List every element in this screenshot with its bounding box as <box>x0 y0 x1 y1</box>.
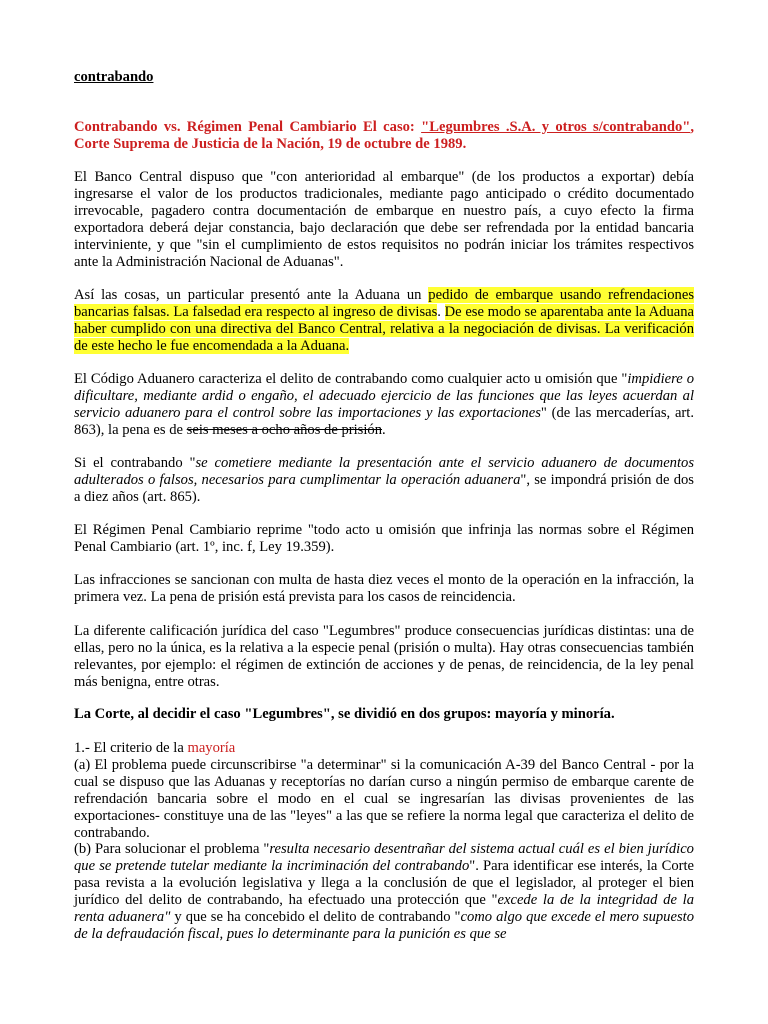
item-b-7: , pues lo determinante para la punición es que se <box>219 925 507 942</box>
section-mayoria <box>74 740 694 943</box>
p8-bold: La Corte, al decidir el caso "Legumbres", se dividió en dos grupos: mayoría y minoría. <box>74 706 615 722</box>
section-heading-a: 1.- El criterio de la <box>74 740 188 756</box>
paragraph-infracciones: Las infracciones se sancionan con multa de hasta diez veces el monto de la operación en la infracción, la primera vez. La pena de prisión está prevista para los casos de reincidencia. <box>74 572 694 605</box>
section-heading <box>74 740 694 757</box>
item-b-2: resulta necesario desentrañar del sistema actual cuál es el bien jurídico que se pretende tutelar mediante la incriminación del contrabando <box>74 841 694 875</box>
p3-strike: seis meses a ocho años de prisión <box>186 421 383 438</box>
paragraph-corte <box>74 706 694 723</box>
item-b-3: ". Para identificar ese interés, la Corte pasa revista a la evolución legislativa y llega a la conclusión de que el legislador, al proteger el bien jurídico del delito de contrabando, ha efectuado una protección que " <box>74 858 695 909</box>
paragraph-art-865 <box>74 455 694 506</box>
paragraph-regimen-penal: El Régimen Penal Cambiario reprime "todo acto u omisión que infrinja las normas sobre el Régimen Penal Cambiario (art. 1º, inc. f, Ley 19.359). <box>74 522 694 555</box>
item-b-1: (b) Para solucionar el problema " <box>74 841 270 858</box>
item-b-6: como algo que excede el mero supuesto de la defraudación fiscal <box>74 909 694 942</box>
p4-text-a: Si el contrabando " <box>74 455 196 471</box>
case-name: "Legumbres .S.A. y otros s/contrabando" <box>421 119 691 135</box>
paragraph-banco-central: El Banco Central dispuso que "con anterioridad al embarque" (de los productos a exportar) debía ingresarse el valor de los productos tradicionales, mediante pago anticipado o crédito documentado irrevocable, pagadero contra documentación de embarque en nuestro país, a cuyo efecto la firma exportadora deberá dejar constancia, bajo declaración que debe ser refrendada por la entidad bancaria interviniente, y que "sin el cumplimiento de estos requisitos no podrán iniciar los trámites respectivos ante la Administración Nacional de Aduanas". <box>74 169 694 270</box>
p3-text-a: El Código Aduanero caracteriza el delito de contrabando como cualquier acto u omisión que " <box>74 371 628 387</box>
paragraph-aduana <box>74 287 694 355</box>
p2-text-a: Así las cosas, un particular presentó ante la Aduana un <box>74 287 429 303</box>
p4-text-c: ", se impondrá prisión de dos a diez años (art. 865). <box>74 471 694 505</box>
p3-text-e: . <box>382 421 386 438</box>
document-title <box>74 69 153 86</box>
item-b-5: y que se ha concebido el delito de contrabando " <box>170 909 461 926</box>
case-heading <box>74 119 694 153</box>
case-heading-a: Contrabando vs. Régimen Penal Cambiario El caso: <box>74 119 422 135</box>
section-heading-mayoria: mayoría <box>187 740 236 756</box>
p2-highlight-2: De ese modo se aparentaba ante la Aduana haber cumplido con una directiva del Banco Central, relativa a la negociación de divisas. La verificación de este hecho le fue encomendada a la Aduana. <box>74 303 695 354</box>
paragraph-calificacion: La diferente calificación jurídica del caso "Legumbres" produce consecuencias jurídicas distintas: una de ellas, pero no la única, es la relativa a la especie penal (prisión o multa). Hay otras consecuencias también relevantes, por ejemplo: el régimen de extinción de acciones y de penas, de reincidencia, de la ley penal más benigna, entre otras. <box>74 623 694 690</box>
title-text: contrabando <box>74 69 154 85</box>
p4-quote: se cometiere mediante la presentación ante el servicio aduanero de documentos adulterados o falsos, necesarios para cumplimentar la operación aduanera <box>74 455 695 488</box>
p2-highlight-1: pedido de embarque usando refrendaciones bancarias falsas. La falsedad era respecto al ingreso de divisas <box>74 287 694 320</box>
item-b-4: excede la de la integridad de la renta aduanera" <box>74 892 695 926</box>
case-heading-c: , Corte Suprema de Justicia de la Nación, 19 de octubre de 1989. <box>74 119 695 152</box>
paragraph-codigo-aduanero <box>74 371 694 439</box>
p2-text-c: . <box>437 303 445 320</box>
item-a: (a) El problema puede circunscribirse "a determinar" si la comunicación A-39 del Banco Central - por la cual se dispuso que las Aduanas y receptorías no darían curso a ningún permiso de embarque carente de refrendación bancaria sobre el modo en el cual se ingresarían las divisas provenientes de las exportaciones- constituye una de las "leyes" a las que se refiere la norma legal que caracteriza el delito de contrabando. <box>74 756 694 841</box>
p3-text-c: " (de las mercaderías, art. 863), la pena es de <box>74 404 694 438</box>
item-b <box>74 841 694 942</box>
p3-quote: impidiere o dificultare, mediante ardid o engaño, el adecuado ejercicio de las funciones que las leyes acuerdan al servicio aduanero para el control sobre las importaciones y las exportaciones <box>74 371 694 421</box>
